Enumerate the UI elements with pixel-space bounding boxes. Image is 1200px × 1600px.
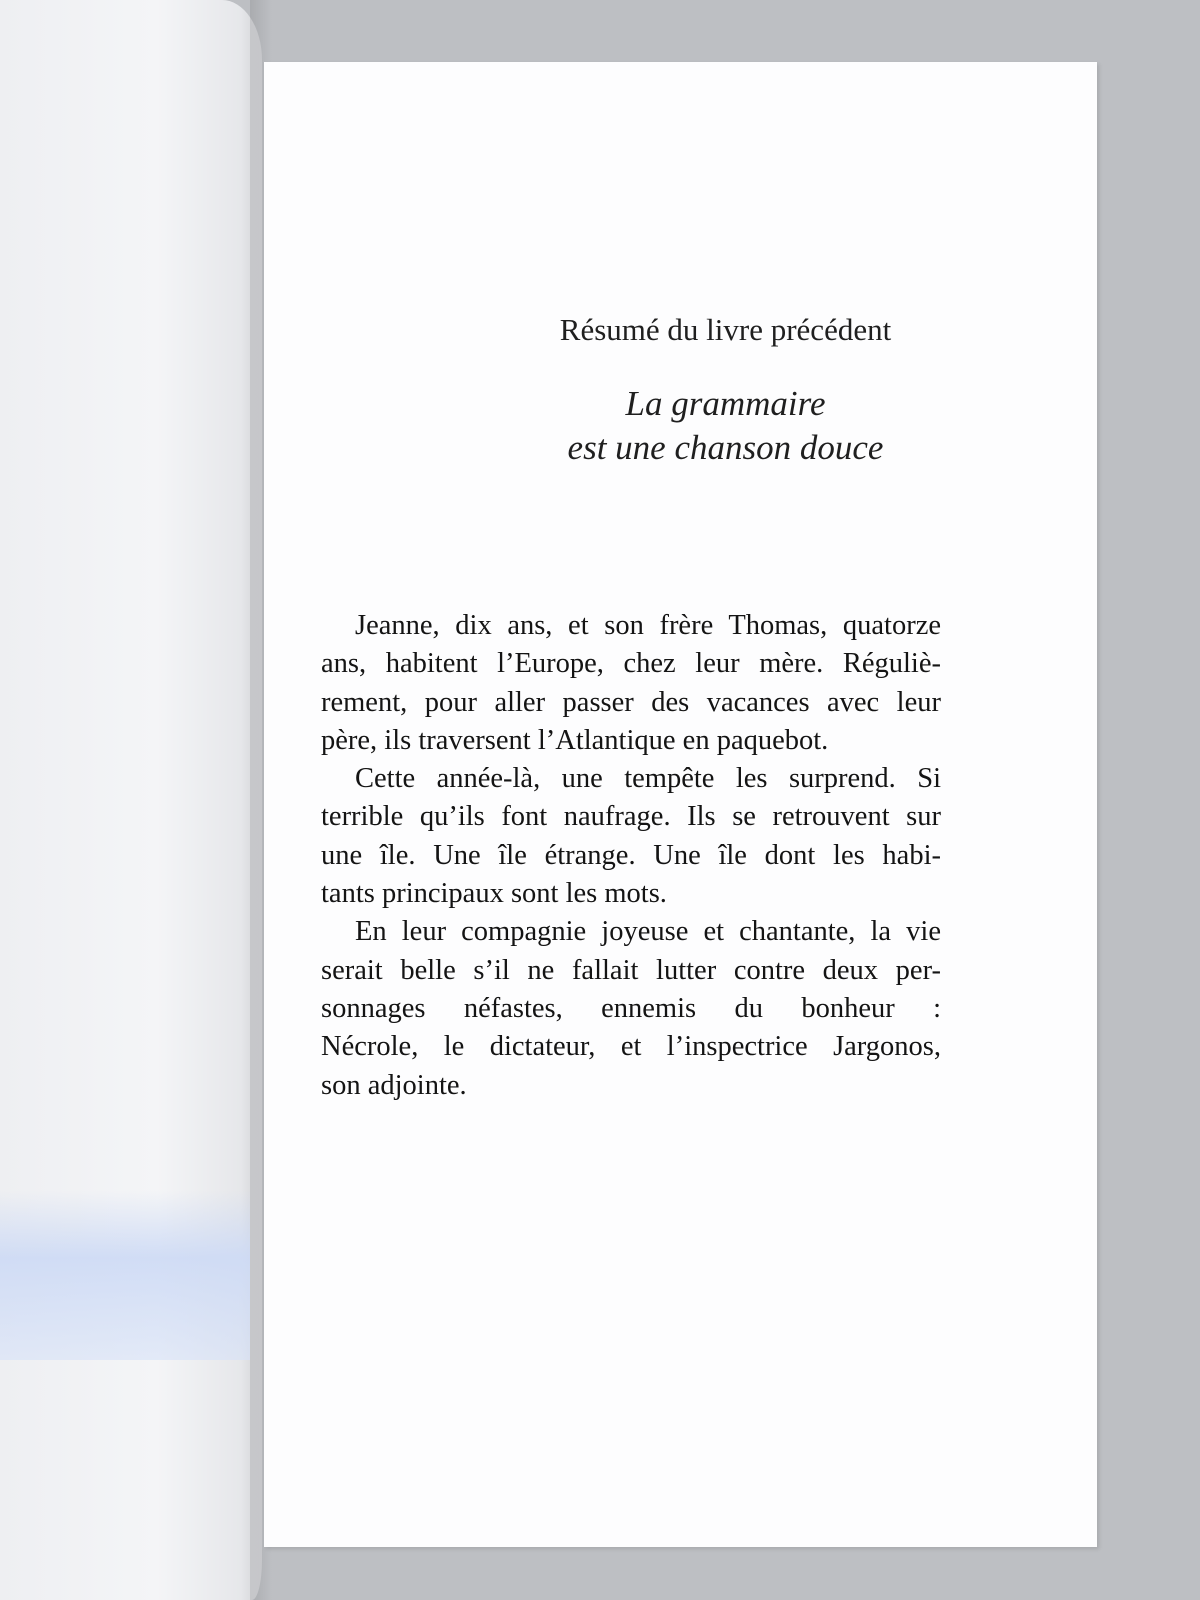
title-line-1: La grammaire	[625, 384, 826, 423]
right-page	[264, 62, 1097, 1547]
paragraph-1-line: rement, pour aller passer des vacances avec leur	[321, 686, 941, 718]
paragraph-2-line: une île. Une île étrange. Une île dont les habi-	[321, 839, 941, 871]
paragraph-3-line: serait belle s’il ne fallait lutter contre deux per-	[321, 954, 941, 986]
summary-text	[321, 607, 941, 1105]
title-line-2: est une chanson douce	[567, 428, 884, 467]
paragraph-1-line: père, ils traversent l’Atlantique en paquebot.	[321, 724, 829, 756]
left-page	[0, 0, 262, 1600]
paragraph-2-line: tants principaux sont les mots.	[321, 878, 667, 910]
section-heading: Résumé du livre précédent	[559, 312, 892, 347]
previous-book-title	[354, 382, 1097, 470]
left-page-illustration	[0, 1190, 250, 1360]
paragraph-3-line: son adjointe.	[321, 1069, 467, 1101]
paragraph-2-line: terrible qu’ils font naufrage. Ils se retrouvent sur	[321, 801, 941, 833]
paragraph-2-line: Cette année-là, une tempête les surprend. Si	[355, 763, 941, 795]
paragraph-3-line: En leur compagnie joyeuse et chantante, la vie	[355, 916, 941, 948]
paragraph-1-line: Jeanne, dix ans, et son frère Thomas, quatorze	[355, 610, 941, 641]
paragraph-1-line: ans, habitent l’Europe, chez leur mère. Réguliè-	[321, 648, 941, 680]
paragraph-3-line: sonnages néfastes, ennemis du bonheur :	[321, 992, 941, 1024]
paragraph-3-line: Nécrole, le dictateur, et l’inspectrice Jargonos,	[321, 1031, 941, 1063]
